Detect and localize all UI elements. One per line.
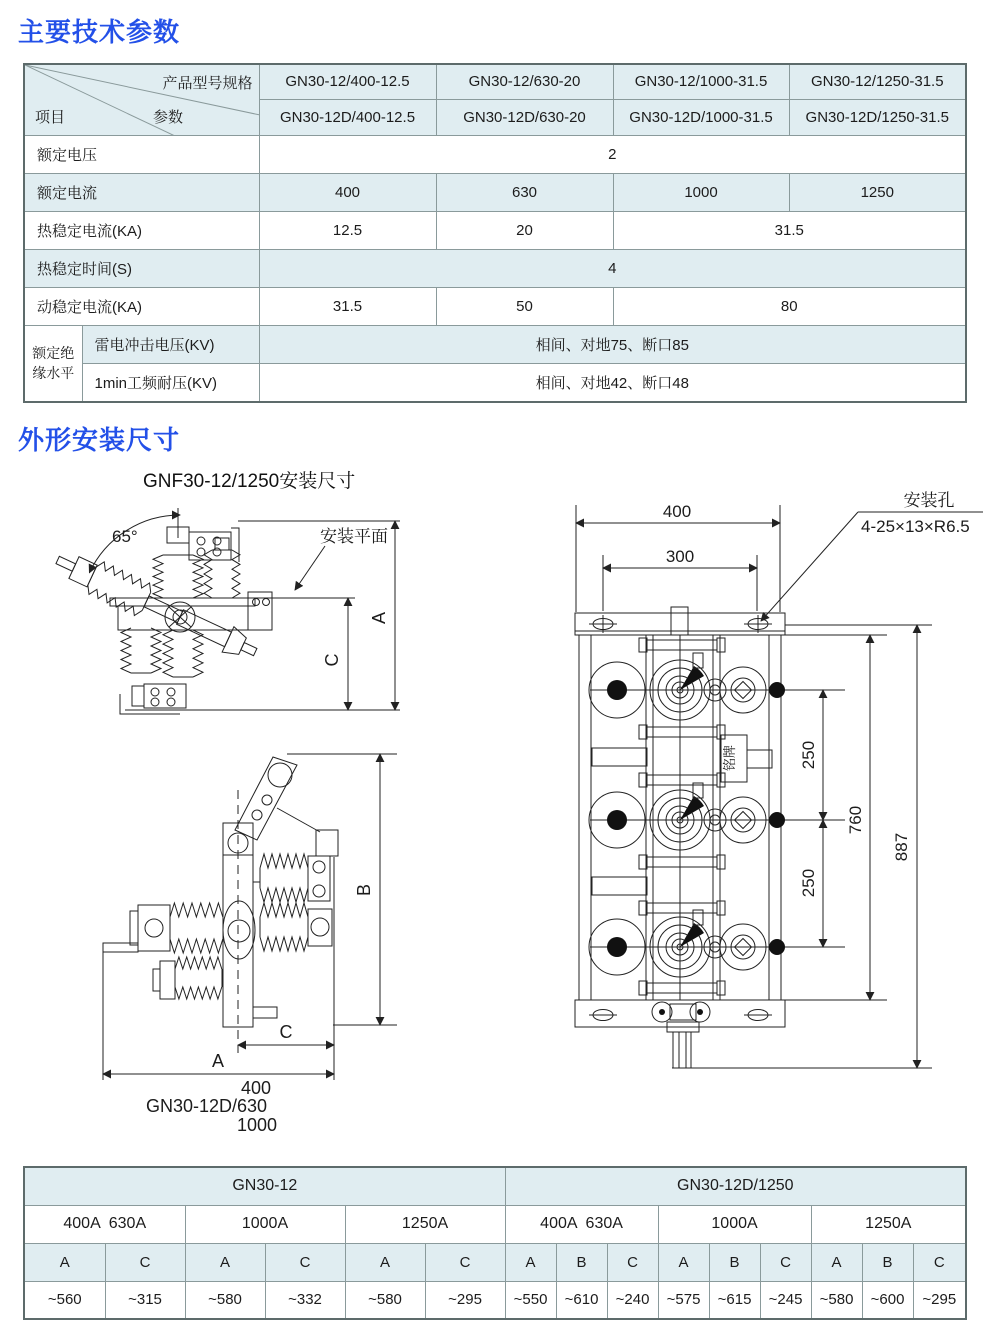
model-cell: GN30-12/1000-31.5 [613,64,789,99]
note-model: GN30-12D/630 [146,1096,268,1116]
corner-label-item: 项目 [35,108,66,126]
dimensions-table [23,1166,967,1320]
letter-cell: A [24,1243,105,1281]
model-cell: GN30-12D/1250-31.5 [789,99,966,135]
value-cell: 相间、对地42、断口48 [259,363,966,402]
corner-label-model: 产品型号规格 [162,75,253,92]
value-cell: ~245 [760,1281,811,1319]
value-cell: ~240 [607,1281,658,1319]
dim-760-label: 760 [846,805,865,835]
dim-300-label: 300 [665,547,695,566]
letter-cell: B [709,1243,760,1281]
letter-cell: B [556,1243,607,1281]
value-cell: 400 [259,173,436,211]
value-cell: ~315 [105,1281,185,1319]
tech-params-table [23,63,967,403]
group-header: GN30-12 [24,1167,505,1205]
section2-title: 外形安装尺寸 [18,425,181,455]
letter-cell: C [607,1243,658,1281]
value-cell: 2 [259,135,966,173]
model-cell: GN30-12D/1000-31.5 [613,99,789,135]
angle-label: 65° [112,527,138,546]
letter-cell: A [505,1243,556,1281]
row-label: 1min工频耐压(KV) [82,363,259,402]
frame-dimensions [576,505,983,1068]
value-cell: 相间、对地75、断口85 [259,325,966,363]
value-cell: ~580 [185,1281,265,1319]
value-cell: ~295 [425,1281,505,1319]
value-cell: 31.5 [259,287,436,325]
subhead-cell: 1000A [185,1205,345,1243]
value-cell: 12.5 [259,211,436,249]
dim-c-label: C [279,1022,293,1042]
group-header: GN30-12D/1250 [505,1167,966,1205]
drawing-side-view [60,735,400,1135]
letter-cell: A [811,1243,862,1281]
letter-cell: B [862,1243,913,1281]
value-cell: ~615 [709,1281,760,1319]
value-cell: ~600 [862,1281,913,1319]
mounting-hole-label: 安装孔 [903,491,955,510]
side-view-structure [103,757,338,1053]
group-label-insulation: 额定绝缘水平 [24,325,82,402]
value-cell: 31.5 [613,211,966,249]
corner-label-param: 参数 [153,108,184,126]
model-cell: GN30-12D/630-20 [436,99,613,135]
mounting-plane-label: 安装平面 [320,527,388,546]
letter-cell: C [105,1243,185,1281]
dim-250-top-label: 250 [799,740,818,770]
value-cell: 630 [436,173,613,211]
model-cell: GN30-12/400-12.5 [259,64,436,99]
value-cell: ~295 [913,1281,966,1319]
drawing1-caption: GNF30-12/1250安装尺寸 [143,471,356,492]
subhead-cell: 1000A [658,1205,811,1243]
value-cell: ~550 [505,1281,556,1319]
row-label: 热稳定电流(KA) [24,211,259,249]
subhead-cell: 1250A [345,1205,505,1243]
row-label: 额定电流 [24,173,259,211]
value-cell: 1000 [613,173,789,211]
model-cell: GN30-12/1250-31.5 [789,64,966,99]
model-cell: GN30-12/630-20 [436,64,613,99]
dim-887-label: 887 [892,832,911,862]
mounting-hole-spec: 4-25×13×R6.5 [861,517,970,536]
dim-400-label: 400 [662,502,692,521]
letter-cell: A [658,1243,709,1281]
value-cell: ~575 [658,1281,709,1319]
pole-assemblies [589,653,845,977]
model-cell: GN30-12D/400-12.5 [259,99,436,135]
value-cell: ~580 [345,1281,425,1319]
subhead-cell: 1250A [811,1205,966,1243]
row-label: 额定电压 [24,135,259,173]
dim-a-label: A [211,1051,225,1071]
value-cell: 50 [436,287,613,325]
subhead-cell: 400A 630A [24,1205,185,1243]
subhead-cell: 400A 630A [505,1205,658,1243]
section1-title: 主要技术参数 [18,17,181,47]
row-label: 动稳定电流(KA) [24,287,259,325]
value-cell: 4 [259,249,966,287]
value-cell: ~332 [265,1281,345,1319]
row-label: 雷电冲击电压(KV) [82,325,259,363]
value-cell: 1250 [789,173,966,211]
value-cell: ~610 [556,1281,607,1319]
pole-top-dimensions [125,521,400,710]
dim-b-label: B [354,883,374,897]
nameplate-label: 铭牌 [722,744,737,772]
value-cell: ~580 [811,1281,862,1319]
letter-cell: C [913,1243,966,1281]
value-cell: ~560 [24,1281,105,1319]
corner-header-cell [24,64,259,135]
note-1000: 1000 [237,1115,278,1135]
letter-cell: A [345,1243,425,1281]
value-cell: 80 [613,287,966,325]
dim-250-bottom-label: 250 [799,868,818,898]
note-400: 400 [240,1078,272,1098]
row-label: 热稳定时间(S) [24,249,259,287]
drawing-frame-view [555,485,995,1085]
letter-cell: C [265,1243,345,1281]
dim-a-label: A [369,611,389,625]
dim-c-label: C [322,653,342,667]
letter-cell: C [425,1243,505,1281]
letter-cell: C [760,1243,811,1281]
side-view-dimensions [103,754,397,1080]
pole-top-structure [50,508,325,714]
letter-cell: A [185,1243,265,1281]
value-cell: 20 [436,211,613,249]
drawing-pole-top-view [70,488,410,728]
